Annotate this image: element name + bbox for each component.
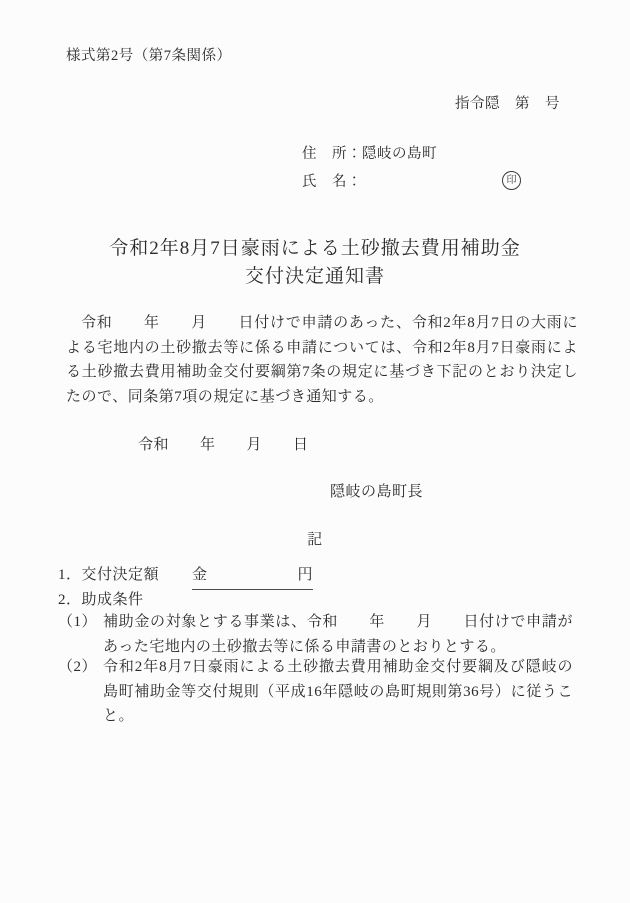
seal-char: 印 [506, 174, 517, 186]
document-title-line2: 交付決定通知書 [244, 266, 385, 287]
amount-suffix: 円 [297, 567, 314, 583]
form-number: 様式第2号（第7条関係） [66, 48, 232, 64]
condition-1-number: （1） [58, 614, 98, 630]
body-paragraph: 令和 年 月 日付けで申請のあった、令和2年8月7日の大雨による宅地内の土砂撤去等に係る申請については、令和2年8月7日豪雨による土砂撤去費用補助金交付要綱第7条の規定に基づき下記のとおり決定したので、同条第7項の規定に基づき通知する。 [66, 315, 578, 406]
condition-1 [58, 610, 573, 659]
condition-2 [58, 655, 573, 729]
document-title-line1: 令和2年8月7日豪雨による土砂撤去費用補助金 [109, 238, 521, 259]
directive-number: 指令隠 第 号 [455, 96, 560, 112]
condition-2-number: （2） [58, 659, 98, 675]
condition-2-text: 令和2年8月7日豪雨による土砂撤去費用補助金交付要綱及び隠岐の島町補助金等交付規則（平成16年隠岐の島町規則第36号）に従うこと。 [103, 659, 573, 724]
record-marker: 記 [307, 532, 323, 548]
item-grant-conditions: 2．助成条件 [58, 592, 144, 608]
recipient-address: 住 所：隠岐の島町 [302, 146, 437, 162]
signer-title: 隠岐の島町長 [330, 484, 424, 500]
seal-icon [502, 171, 521, 190]
recipient-name: 氏 名： [302, 174, 362, 190]
decision-date-line: 令和 年 月 日 [138, 437, 309, 453]
item-grant-amount [58, 563, 313, 590]
condition-1-text: 補助金の対象とする事業は、令和 年 月 日付けで申請があった宅地内の土砂撤去等に係る申請書のとおりとする。 [103, 614, 573, 655]
amount-blank-field [192, 563, 313, 590]
item1-label: 1．交付決定額 [58, 567, 160, 583]
amount-prefix: 金 [192, 567, 208, 583]
